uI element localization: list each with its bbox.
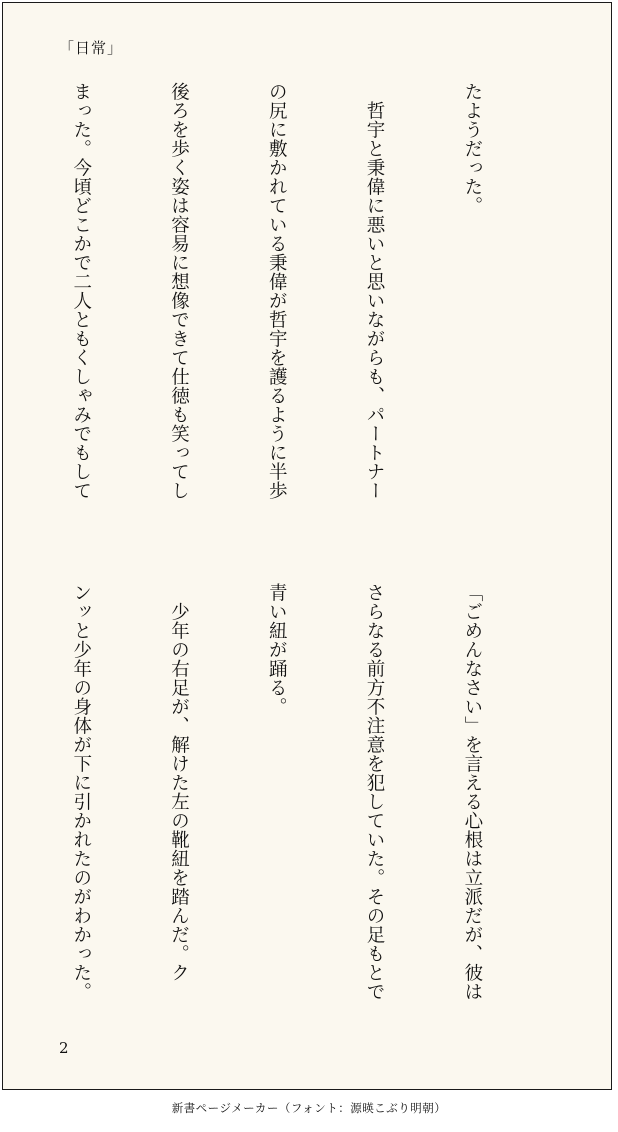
- text-line: 少年の右足が、解けた左の靴紐を踏んだ。ク: [168, 583, 190, 982]
- text-line: 哲宇と秉偉に悪いと思いながらも、パートナー: [364, 82, 386, 500]
- text-line: 青い紐が踊る。: [266, 583, 288, 716]
- book-page: [2, 2, 612, 1090]
- upper-text-block: [0, 82, 553, 542]
- text-line: ンッと少年の身体が下に引かれたのがわかった。: [70, 583, 92, 1001]
- text-line: たようだった。: [461, 82, 483, 215]
- text-line: さらなる前方不注意を犯していた。その足もとで: [364, 583, 386, 1001]
- text-line: 後ろを歩く姿は容易に想像できて仕徳も笑ってし: [168, 82, 190, 500]
- text-line: の尻に敷かれている秉偉が哲宇を護るように半歩: [266, 82, 288, 500]
- chapter-title: 「日常」: [59, 39, 124, 57]
- text-line: 「ごめんなさい」を言える心根は立派だが、彼は: [461, 583, 483, 1001]
- page-number: 2: [59, 1039, 69, 1057]
- footer-credit: 新書ページメーカー（フォント：源暎こぶり明朝）: [171, 1101, 447, 1115]
- lower-text-block: [0, 583, 553, 1023]
- text-line: まった。今頃どこかで二人ともくしゃみでもして: [70, 82, 92, 500]
